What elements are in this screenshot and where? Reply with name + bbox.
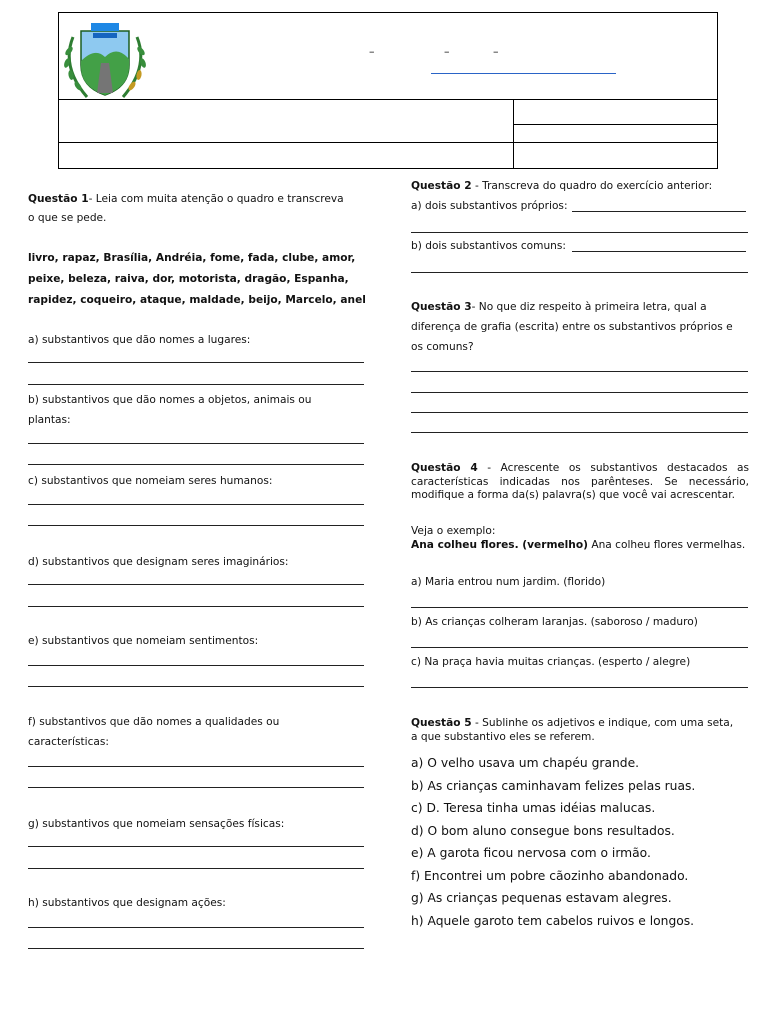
q1-e-answer-line-2[interactable] [28, 686, 364, 687]
q1-item-a: a) substantivos que dão nomes a lugares: [28, 334, 251, 346]
q4-c-answer-line[interactable] [411, 687, 748, 688]
q4-example-label: Veja o exemplo: [411, 525, 496, 537]
q3-answer-line-4[interactable] [411, 432, 748, 433]
q1-b-answer-line-2[interactable] [28, 464, 364, 465]
q1-item-f-line-2: características: [28, 736, 109, 748]
school-logo [61, 17, 149, 105]
header-row-divider-2 [513, 124, 717, 125]
q3-answer-line-3[interactable] [411, 412, 748, 413]
q1-word-line-2: peixe, beleza, raiva, dor, motorista, dragão, Espanha, [28, 273, 349, 285]
q5-sentence-g: g) As crianças pequenas estavam alegres. [411, 891, 672, 905]
q2-a-answer-line[interactable] [411, 232, 748, 233]
q5-sentence-a: a) O velho usava um chapéu grande. [411, 756, 640, 770]
q1-b-answer-line-1[interactable] [28, 443, 364, 444]
q1-a-answer-line-2[interactable] [28, 384, 364, 385]
q3-answer-line-1[interactable] [411, 371, 748, 372]
q5-sentence-e: e) A garota ficou nervosa com o irmão. [411, 846, 651, 860]
q4-a-answer-line[interactable] [411, 607, 748, 608]
q2-b-answer-line[interactable] [411, 272, 748, 273]
q1-title: Questão 1 [28, 193, 89, 205]
q1-item-h: h) substantivos que designam ações: [28, 897, 226, 909]
q1-item-c: c) substantivos que nomeiam seres humanos: [28, 475, 273, 487]
header-col-divider [513, 99, 514, 168]
q4-b-answer-line[interactable] [411, 647, 748, 648]
q1-item-e: e) substantivos que nomeiam sentimentos: [28, 635, 259, 647]
q1-item-b-line-2: plantas: [28, 414, 71, 426]
q3-title: Questão 3 [411, 301, 472, 313]
header-link-underline [431, 73, 616, 74]
q4-intro: Questão 4 - Acrescente os substantivos destacados as características indicadas nos parênteses. Se necessário, modifique a forma da(s) palavra(s) que você vai acrescentar. [411, 462, 749, 501]
q1-item-g: g) substantivos que nomeiam sensações físicas: [28, 818, 285, 830]
q4-item-b: b) As crianças colheram laranjas. (saboroso / maduro) [411, 616, 698, 628]
q2-intro: Questão 2 - Transcreva do quadro do exercício anterior: [411, 180, 713, 192]
q1-item-d: d) substantivos que designam seres imaginários: [28, 556, 289, 568]
header-row-divider-3 [59, 142, 717, 143]
q1-f-answer-line-1[interactable] [28, 766, 364, 767]
q5-sentence-b: b) As crianças caminhavam felizes pelas ruas. [411, 779, 696, 793]
q1-h-answer-line-2[interactable] [28, 948, 364, 949]
q1-word-line-3: rapidez, coqueiro, ataque, maldade, beijo, Marcelo, anel [28, 294, 366, 306]
q5-sentence-f: f) Encontrei um pobre cãozinho abandonado. [411, 869, 689, 883]
q2-item-b: b) dois substantivos comuns: [411, 240, 566, 252]
header-dash-1: – [369, 45, 375, 58]
q3-line-3: os comuns? [411, 341, 474, 353]
q1-e-answer-line-1[interactable] [28, 665, 364, 666]
q1-intro-line-2: o que se pede. [28, 212, 107, 224]
q2-title: Questão 2 [411, 180, 472, 192]
q2-b-answer-line-inline[interactable] [572, 251, 746, 252]
q2-item-a: a) dois substantivos próprios: [411, 200, 568, 212]
q3-answer-line-2[interactable] [411, 392, 748, 393]
q4-example: Ana colheu flores. (vermelho) Ana colheu flores vermelhas. [411, 539, 746, 551]
q5-sentence-d: d) O bom aluno consegue bons resultados. [411, 824, 675, 838]
q4-example-bold: Ana colheu flores. (vermelho) [411, 539, 588, 551]
header-table [58, 12, 718, 169]
q1-word-line-1: livro, rapaz, Brasília, Andréia, fome, fada, clube, amor, [28, 252, 356, 264]
q3-line-2: diferença de grafia (escrita) entre os substantivos próprios e [411, 321, 733, 333]
q1-item-f-line-1: f) substantivos que dão nomes a qualidades ou [28, 716, 280, 728]
q1-d-answer-line-1[interactable] [28, 584, 364, 585]
header-dash-2: – [444, 45, 450, 58]
q5-sentence-h: h) Aquele garoto tem cabelos ruivos e longos. [411, 914, 695, 928]
q4-item-a: a) Maria entrou num jardim. (florido) [411, 576, 606, 588]
q4-title: Questão 4 [411, 462, 478, 474]
q1-intro-line-1: Questão 1- Leia com muita atenção o quadro e transcreva [28, 193, 344, 205]
q3-line-1: Questão 3- No que diz respeito à primeira letra, qual a [411, 301, 707, 313]
q5-title: Questão 5 [411, 717, 472, 729]
q2-a-answer-line-inline[interactable] [572, 211, 746, 212]
q5-intro-line-1: Questão 5 - Sublinhe os adjetivos e indique, com uma seta, [411, 717, 734, 729]
header-row-divider-1 [59, 99, 717, 100]
q1-d-answer-line-2[interactable] [28, 606, 364, 607]
q1-item-b-line-1: b) substantivos que dão nomes a objetos, animais ou [28, 394, 312, 406]
q1-g-answer-line-2[interactable] [28, 868, 364, 869]
q1-c-answer-line-1[interactable] [28, 504, 364, 505]
q1-a-answer-line-1[interactable] [28, 362, 364, 363]
q5-intro-line-2: a que substantivo eles se referem. [411, 731, 595, 743]
q1-c-answer-line-2[interactable] [28, 525, 364, 526]
header-dash-3: – [493, 45, 499, 58]
q1-g-answer-line-1[interactable] [28, 846, 364, 847]
q1-h-answer-line-1[interactable] [28, 927, 364, 928]
q5-sentence-c: c) D. Teresa tinha umas idéias malucas. [411, 801, 656, 815]
q1-f-answer-line-2[interactable] [28, 787, 364, 788]
q4-item-c: c) Na praça havia muitas crianças. (esperto / alegre) [411, 656, 691, 668]
